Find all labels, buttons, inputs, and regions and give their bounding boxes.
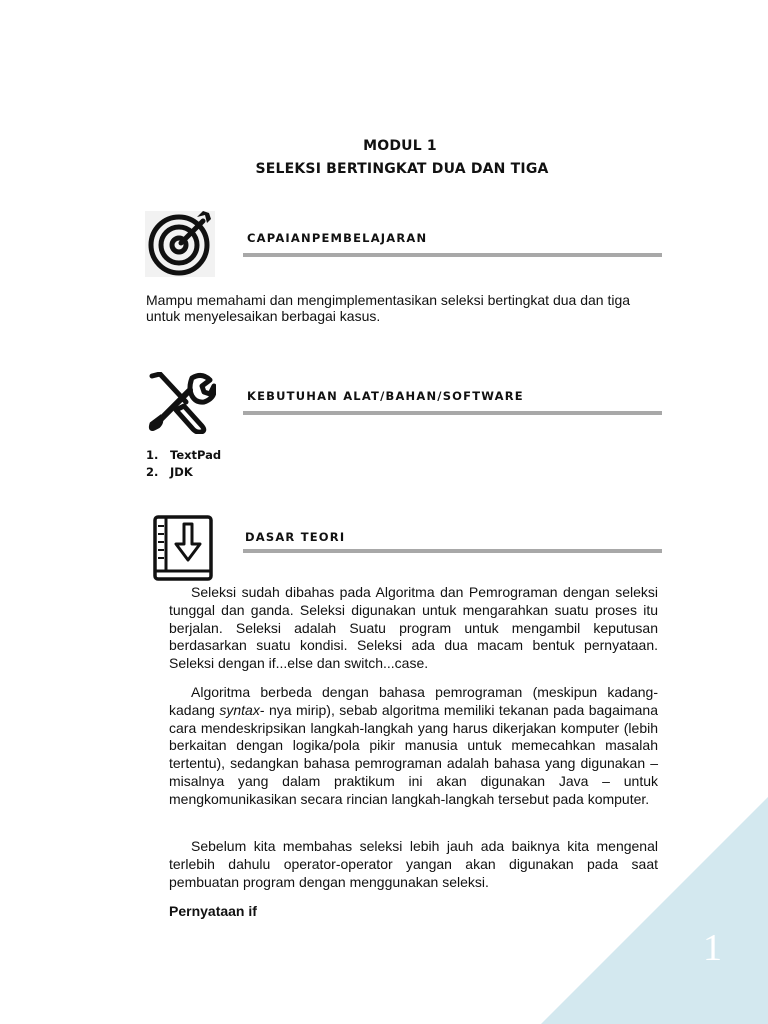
module-title: MODUL 1 xyxy=(363,138,437,154)
subheading-pernyataan-if: Pernyataan if xyxy=(169,903,257,919)
section-divider xyxy=(243,253,662,257)
software-list xyxy=(146,447,221,481)
book-download-icon xyxy=(152,514,214,582)
section-title-kebutuhan: KEBUTUHAN ALAT/BAHAN/SOFTWARE xyxy=(247,389,524,403)
module-subtitle: SELEKSI BERTINGKAT DUA DAN TIGA xyxy=(255,161,549,177)
paragraph-2: Algoritma berbeda dengan bahasa pemrograman (meskipun kadang-kadang syntax- nya mirip), sebab algoritma memiliki tekanan pada bagaimana cara mendeskripsikan langkah-langkah yang harus dikerjakan komputer (lebih berkaitan dengan logika/pola pikir manusia untuk memecahkan masalah tertentu), sedangkan bahasa pemrograman adalah bahasa yang digunakan – misalnya yang dalam praktikum ini akan digunakan Java – untuk mengkomunikasikan secara rincian langkah-langkah tersebut pada komputer. xyxy=(169,684,658,807)
section-title-dasar-teori: DASAR TEORI xyxy=(245,530,346,544)
section-title-capaian: CAPAIANPEMBELAJARAN xyxy=(247,231,428,245)
section-divider xyxy=(243,411,662,415)
page-number: 1 xyxy=(703,927,722,969)
paragraph-1: Seleksi sudah dibahas pada Algoritma dan Pemrograman dengan seleksi tunggal dan ganda. Seleksi digunakan untuk mengarahkan suatu proses itu berjalan. Seleksi adalah Suatu program untuk mengambil keputusan berdasarkan suatu kondisi. Seleksi ada dua macam bentuk pernyataan. Seleksi dengan if...else dan switch...case. xyxy=(169,584,658,672)
corner-decoration xyxy=(541,797,768,1024)
list-item: 1. TextPad xyxy=(146,448,222,462)
paragraph-3: Sebelum kita membahas seleksi lebih jauh ada baiknya kita mengenal terlebih dahulu operator-operator yangan akan digunakan pada saat pembuatan program dengan menggunakan seleksi. xyxy=(169,838,658,890)
capaian-text: Mampu memahami dan mengimplementasikan seleksi bertingkat dua dan tiga untuk menyelesaikan berbagai kasus. xyxy=(146,292,631,324)
section-divider xyxy=(243,549,662,553)
tools-icon xyxy=(146,372,216,434)
target-icon xyxy=(145,211,215,277)
list-item: 2. JDK xyxy=(146,465,193,479)
